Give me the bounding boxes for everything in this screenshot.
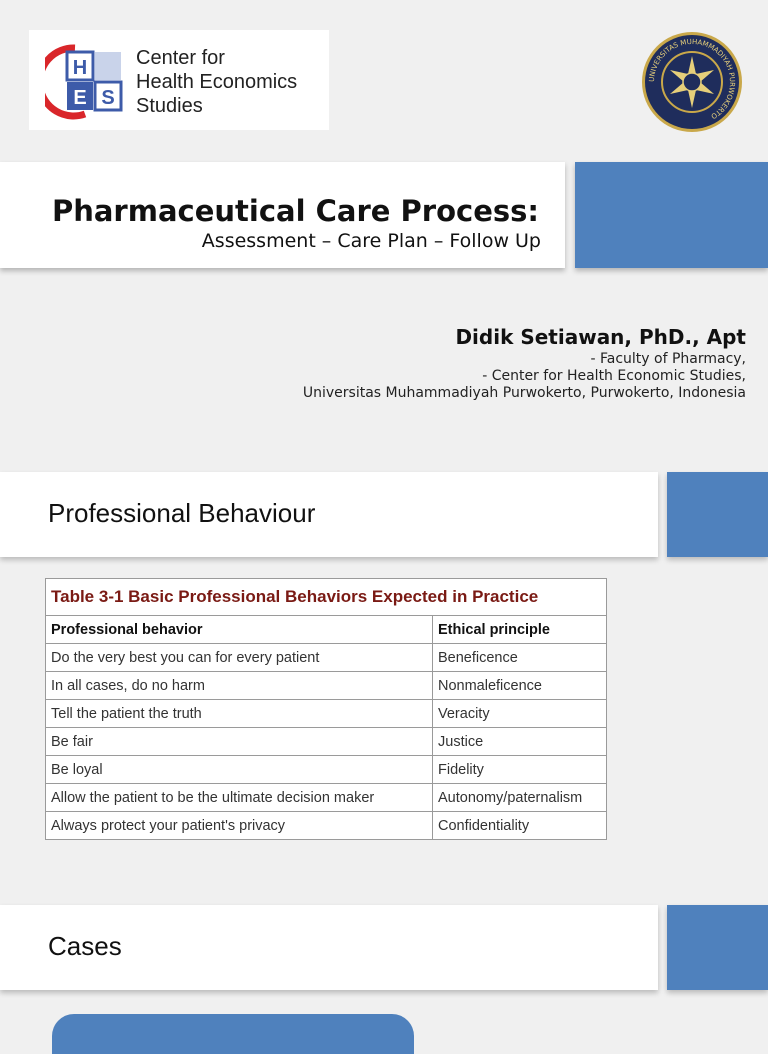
table-row <box>46 672 607 700</box>
table-row <box>46 756 607 784</box>
table-cell-behavior: Tell the patient the truth <box>46 700 433 728</box>
professional-behaviors-table <box>45 578 607 840</box>
table-cell-principle: Veracity <box>433 700 607 728</box>
logo-line-3: Studies <box>136 95 203 117</box>
logo-letter-h: H <box>72 57 88 79</box>
author-name: Didik Setiawan, PhD., Apt <box>455 325 746 349</box>
table-cell-behavior: Be fair <box>46 728 433 756</box>
presentation-subtitle: Assessment – Care Plan – Follow Up <box>201 230 541 252</box>
author-affiliation-2: - Center for Health Economic Studies, <box>482 368 746 384</box>
table-header-behavior: Professional behavior <box>46 616 433 644</box>
table-cell-principle: Beneficence <box>433 644 607 672</box>
table-row <box>46 644 607 672</box>
title-accent-block <box>575 162 768 268</box>
table-cell-behavior: Do the very best you can for every patient <box>46 644 433 672</box>
table-cell-principle: Confidentiality <box>433 812 607 840</box>
table-header-principle: Ethical principle <box>433 616 607 644</box>
logo-letter-s: S <box>101 87 115 109</box>
section-title-professional-behaviour: Professional Behaviour <box>48 498 316 528</box>
section-panel-cases <box>0 905 658 990</box>
university-seal-icon <box>640 30 744 134</box>
section-accent-block <box>667 905 768 990</box>
case-box <box>52 1014 414 1054</box>
logo-letter-e: E <box>73 87 87 109</box>
table-cell-behavior: Be loyal <box>46 756 433 784</box>
title-panel <box>0 162 565 268</box>
table-cell-behavior: In all cases, do no harm <box>46 672 433 700</box>
author-affiliation-3: Universitas Muhammadiyah Purwokerto, Purwokerto, Indonesia <box>302 385 746 401</box>
table-cell-principle: Justice <box>433 728 607 756</box>
table-caption: Table 3-1 Basic Professional Behaviors Expected in Practice <box>46 579 607 616</box>
section-accent-block <box>667 472 768 557</box>
table-row <box>46 728 607 756</box>
table-row <box>46 784 607 812</box>
ches-logo-mark-icon <box>45 40 125 120</box>
section-panel-professional-behaviour <box>0 472 658 557</box>
table-cell-behavior: Allow the patient to be the ultimate decision maker <box>46 784 433 812</box>
seal-text: UNIVERSITAS MUHAMMADIYAH PURWOKERTO <box>647 37 737 121</box>
author-affiliation-1: - Faculty of Pharmacy, <box>590 351 746 367</box>
table-cell-behavior: Always protect your patient's privacy <box>46 812 433 840</box>
table-cell-principle: Fidelity <box>433 756 607 784</box>
logo-text <box>136 46 297 118</box>
table-cell-principle: Autonomy/paternalism <box>433 784 607 812</box>
table-row <box>46 812 607 840</box>
presentation-title: Pharmaceutical Care Process: <box>51 194 539 228</box>
table-cell-principle: Nonmaleficence <box>433 672 607 700</box>
section-title-cases: Cases <box>48 931 122 961</box>
logo-line-1: Center for <box>136 47 225 69</box>
logo-line-2: Health Economics <box>136 71 298 93</box>
ches-logo <box>29 30 329 130</box>
table-row <box>46 700 607 728</box>
